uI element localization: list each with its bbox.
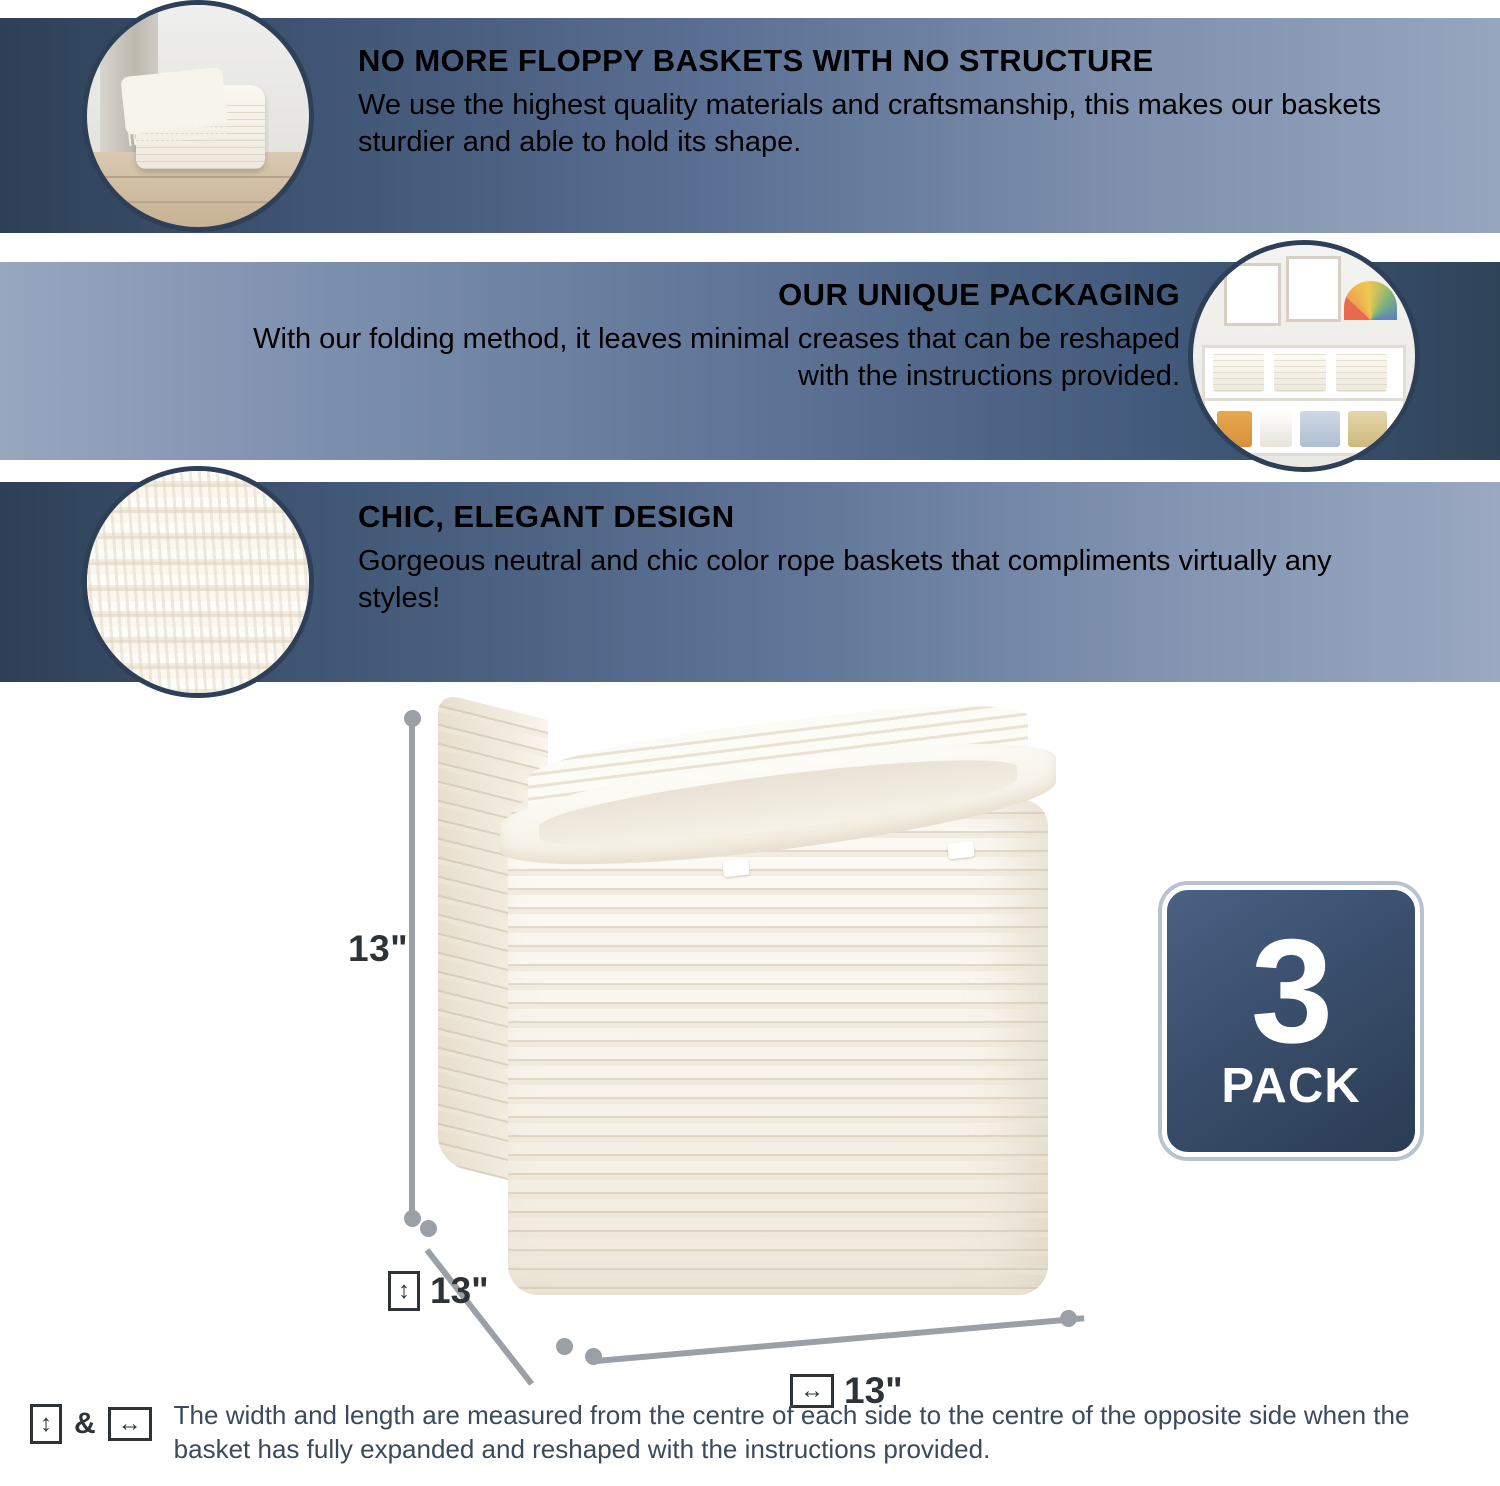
basket-handle-tab [947,841,975,860]
photo-rope-texture [87,471,309,693]
height-dim-line [409,718,415,1218]
photo-basket [1213,354,1265,392]
photo-throw-blanket [120,66,228,134]
photo-shelf [1202,345,1406,456]
width-arrow-icon: ↔ [790,1374,834,1408]
nursery-shelf-photo [1188,240,1420,472]
footnote-ampersand: & [74,1407,96,1440]
photo-toy [1300,411,1340,447]
photo-picture-frame [1286,256,1341,322]
depth-dim-label: 13" [430,1270,489,1311]
depth-dim-dot-bottom [556,1338,573,1355]
feature-1-body: We use the highest quality materials and craftsmanship, this makes our baskets sturdier and able to hold its shape. [358,88,1382,158]
width-arrow-icon: ↔ [108,1407,152,1441]
height-dim-label: 13" [348,928,409,969]
photo-toy [1260,411,1292,447]
feature-3-text [358,500,1378,617]
depth-dim-dot-top [420,1220,437,1237]
product-dimension-diagram [0,690,1500,1410]
pack-count-label: PACK [1221,1058,1361,1113]
photo-toy [1217,411,1253,447]
photo-basket [1336,354,1388,392]
depth-dim-badge [388,1270,489,1312]
feature-1-title: NO MORE FLOPPY BASKETS WITH NO STRUCTURE [358,43,1154,78]
feature-2-title: OUR UNIQUE PACKAGING [778,277,1180,312]
pack-count-number: 3 [1250,909,1332,1075]
photo-shelf-divider [1205,398,1403,401]
width-dim-line [596,1315,1085,1364]
width-dim-dot-right [1060,1310,1077,1327]
basket-illustration [438,710,1048,1300]
footnote-text: The width and length are measured from the centre of each side to the centre of the opposite side when the basket has fully expanded and reshaped with the instructions provided. [173,1400,1410,1465]
height-arrow-icon: ↕ [388,1271,420,1311]
height-arrow-icon: ↕ [30,1404,62,1444]
rope-texture-photo [82,466,314,698]
feature-1-text [358,44,1418,161]
basket-on-floor-photo [82,0,314,232]
basket-handle-tab [722,859,750,878]
feature-2-text [210,278,1180,395]
photo-basket [1274,354,1326,392]
basket-front-face [508,800,1048,1295]
feature-3-body: Gorgeous neutral and chic color rope baskets that compliments virtually any styles! [358,544,1332,614]
measurement-footnote [0,1398,1500,1467]
feature-2-body: With our folding method, it leaves minimal creases that can be reshaped with the instructions provided. [253,322,1180,392]
pack-count-badge [1162,885,1420,1157]
width-dim-label: 13" [844,1370,903,1411]
photo-toy [1348,411,1388,447]
footnote-icons [30,1398,152,1444]
photo-picture-frame [1224,263,1281,327]
height-dim-dot-bottom [404,1210,421,1227]
feature-3-title: CHIC, ELEGANT DESIGN [358,499,735,534]
